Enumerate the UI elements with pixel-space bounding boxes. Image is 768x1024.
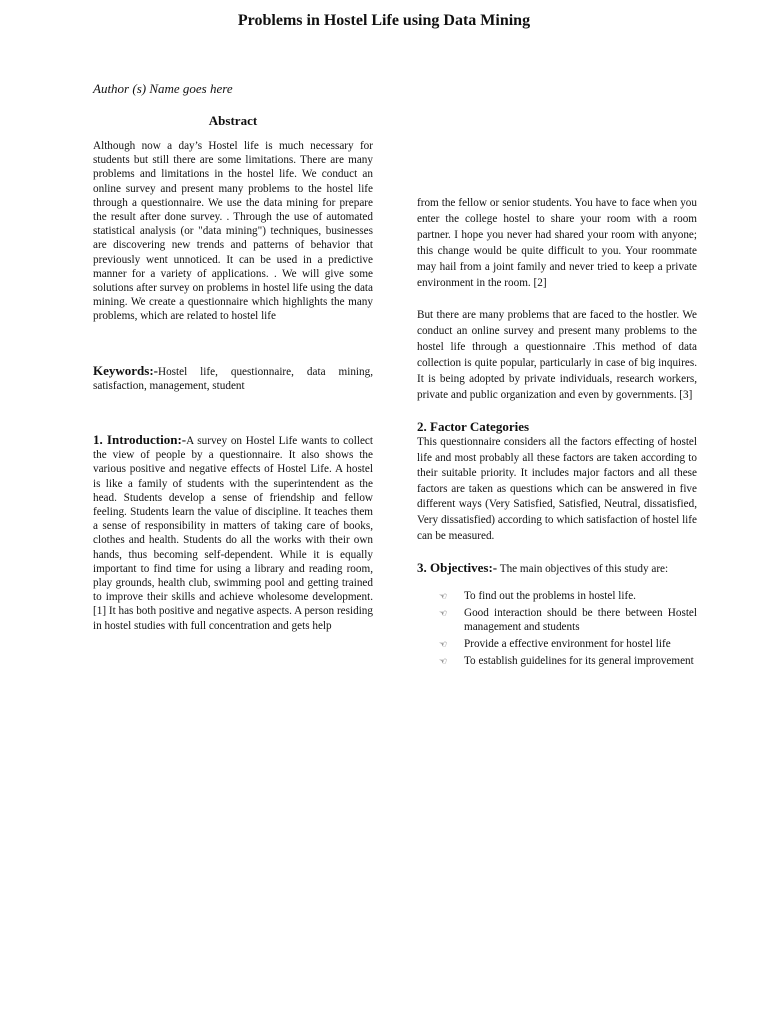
keywords-paragraph [93, 364, 373, 393]
objectives-list [417, 589, 697, 668]
right-column [417, 195, 697, 671]
introduction-heading: 1. Introduction:- [93, 432, 187, 448]
abstract-heading: Abstract [208, 113, 258, 128]
list-item-text: Provide a effective environment for hostel life [464, 638, 671, 651]
factor-categories-heading: 2. Factor Categories [417, 419, 530, 434]
objectives-heading: 3. Objectives:- [417, 560, 498, 576]
left-column [93, 113, 373, 647]
objectives-paragraph [417, 560, 697, 577]
continued-paragraph: from the fellow or senior students. You have to face when you enter the college hostel to share your room with a room partner. I hope you never had shared your room with anyone; this change would be quite difficult to you. Your roommate may hail from a joint family and never tried to keep a private environment in the room. [2] [417, 197, 697, 289]
paper-title: Problems in Hostel Life using Data Mining [237, 12, 531, 29]
objectives-text: The main objectives of this study are: [497, 563, 669, 576]
pointing-hand-icon: ☜ [439, 639, 448, 650]
pointing-hand-icon: ☜ [439, 608, 448, 619]
list-item-text: Good interaction should be there between Hostel management and students [464, 607, 697, 634]
pointing-hand-icon: ☜ [439, 656, 448, 667]
introduction-paragraph [93, 433, 373, 633]
keywords-label: Keywords:- [93, 362, 158, 378]
list-item [439, 589, 697, 603]
author-line: Author (s) Name goes here [93, 81, 233, 96]
abstract-text: Although now a day’s Hostel life is much necessary for students but still there are some limitations. There are many problems and limitations in the hostel life. We conduct an online survey and present many problems to the hostel life through a questionnaire. We use the data mining for prepare the result after done survey. . Through the use of automated statistical analysis (or "data mining") techniques, businesses are discovering new trends and patterns of behavior that previously went unnoticed. It can be used in a predictive manner for a variety of applications. . We will give some solutions after survey on problems in hostel life using the data mining. We create a questionnaire which highlights the many problems, which are related to hostel life [93, 140, 373, 323]
list-item-text: To find out the problems in hostel life. [464, 590, 636, 603]
list-item [439, 637, 697, 651]
introduction-text: A survey on Hostel Life wants to collect the view of people by a questionnaire. It also shows the various positive and negative effects of Hostel Life. A hostel is like a family of students with the superintendent as the head. Students develop a sense of friendship and fellow feeling. Students learn the value of discipline. It teaches them a sense of responsibility in matters of taking care of books, clothes and health. Students do all the works with their own hands, thus becoming self-dependent. While it is equally important to find time for using a library and reading room, play grounds, health club, swimming pool and getting trained to improve their skills and achieve wholesome development. [1] It has both positive and negative aspects. A person residing in hostel studies with full concentration and gets help [93, 435, 373, 632]
keywords-text: Hostel life, questionnaire, data mining, satisfaction, management, student [93, 365, 373, 392]
list-item [439, 654, 697, 668]
factor-categories-text: This questionnaire considers all the factors effecting of hostel life and most probably all these factors are taken according to their suitable priority. It includes major factors and all these factors are taken as questions which can be answered in five different ways (Very Satisfied, Satisfied, Neutral, dissatisfied, Very dissatisfied) according to which satisfaction of hostel life can be measured. [417, 436, 697, 542]
list-item-text: To establish guidelines for its general improvement [464, 655, 694, 668]
list-item [439, 606, 697, 634]
pointing-hand-icon: ☜ [439, 591, 448, 602]
problems-paragraph: But there are many problems that are faced to the hostler. We conduct an online survey and present many problems to the hostel life through a questionnaire .This method of data collection is quite popular, particularly in case of big inquires. It is being adopted by private individuals, research workers, private and public organization and even by governments. [3] [417, 309, 697, 401]
